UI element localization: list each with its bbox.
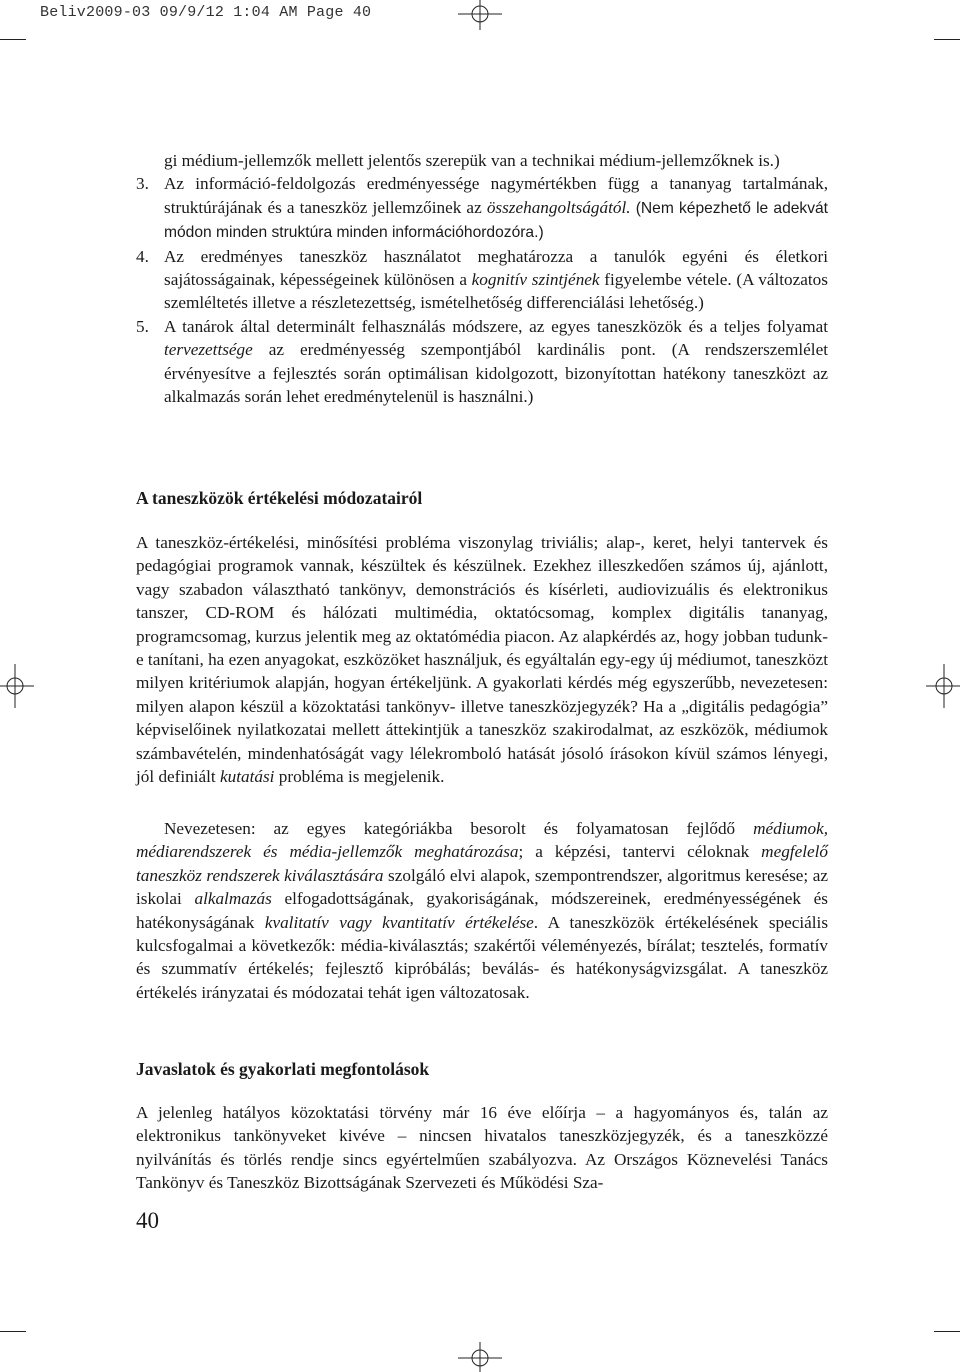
text-run: A tanárok által determinált felhasználás módszere, az egyes taneszközök és a teljes folyamat: [164, 316, 828, 336]
italic-text: összehangoltságától.: [486, 197, 631, 217]
list-item: [136, 149, 828, 172]
section-heading: A taneszközök értékelési módozatairól: [136, 488, 423, 508]
registration-mark-icon: [458, 1342, 502, 1372]
list-item: 3. Az információ-feldolgozás eredményessége nagymértékben függ a tananyag tartalmának, struktúrájának és a taneszköz jellemzőinek az összehangoltságától. (Nem képezhető le adekvát módon minden struktúra minden információhordozóra.): [136, 174, 829, 242]
italic-text: médiumok, médiarendszerek és média-jellemzők meghatározása: [136, 819, 828, 862]
crop-mark: [0, 39, 26, 40]
text-run: az eredményesség szempontjából kardinális pont. (A rendszerszemlélet érvényesítve a fejlesztés során optimálisan kidolgozott, bizonyítottan hatékony taneszközt az alkalmazás során lehet eredménytelenül is használni.): [164, 340, 828, 407]
text-run: figyelembe vétele. (A változatos szemléltetés illetve a részletezettség, ismételhetőség differenciálási lehetőség.): [164, 270, 828, 313]
italic-text: kutatási: [220, 767, 275, 787]
crop-mark: [0, 1331, 26, 1332]
italic-text: megfelelő taneszköz rendszerek kiválasztására: [136, 842, 828, 885]
list-item: 5. A tanárok által determinált felhasználás módszere, az egyes taneszközök és a teljes folyamat tervezettsége az eredményesség szempontjából kardinális pont. (A rendszerszemlélet érvényesítve a fejlesztés során optimálisan kidolgozott, bizonyítottan hatékony taneszközt az alkalmazás során lehet eredménytelenül is használni.): [136, 316, 828, 407]
text-run: elfogadottságának, gyakoriságának, módszereinek, eredményességének és hatékonyságának: [136, 889, 828, 932]
registration-mark-icon: [458, 0, 502, 30]
text-run: probléma is megjelenik.: [274, 767, 445, 787]
crop-mark: [934, 39, 960, 40]
text-run: . A taneszközök értékelésének speciális kulcsfogalmai a következők: média-kiválasztás; szakértői véleményezés, bírálat; tesztelés, formatív és szummatív értékelés; fejlesztő kipróbálás; beválás- és hatékonyságvizsgálat. A taneszköz értékelés irányzatai és módozatai tehát igen változatosak.: [136, 912, 829, 1002]
text-run: gi médium-jellemzők mellett jelentős szerepük van a technikai médium-jellemzőknek is.): [164, 151, 780, 170]
italic-text: tervezettsége: [164, 340, 253, 360]
print-slug: Beliv2009-03 09/9/12 1:04 AM Page 40: [40, 4, 372, 21]
text-run: Az információ-feldolgozás eredményessége nagymértékben függ a tananyag tartalmának, struktúrájának és a taneszköz jellemzőinek az: [164, 174, 828, 217]
body-paragraph: [136, 817, 828, 1004]
body-paragraph: [136, 1101, 828, 1195]
text-run: Az eredményes taneszköz használatot meghatározza a tanulók egyéni és életkori sajátosságainak, képességeinek különösen a: [164, 246, 828, 290]
crop-mark: [934, 1331, 960, 1332]
list-item: 4. Az eredményes taneszköz használatot meghatározza a tanulók egyéni és életkori sajátosságainak, képességeinek különösen a kognitív szintjének figyelembe vétele. (A változatos szemléltetés illetve a részletezettség, ismételhetőség differenciálási lehetőség.): [136, 246, 828, 313]
text-run: A taneszköz-értékelési, minősítési probléma viszonylag triviális; alap-, keret, helyi tantervek és pedagógiai programok vannak, készültek és készülnek. Ezekhez illeszkedően számos új, ajánlott, vagy szabadon választható tankönyv, demonstrációs és kísérleti, audiovizuális és elektronikus tanszer, CD-ROM és hálózati multimédia, oktatócsomag, komplex digitális tananyag, programcsomag, kurzus jelentik meg az oktatómédia piacon. Az alapkérdés az, hogy jobban tudunk-e tanítani, ha ezen anyagokat, eszközöket használjuk, és egyáltalán egy-egy új médiumot, taneszközt milyen kritériumok alapján, hogyan értékeljünk. A gyakorlati kérdés még egyszerűbb, nevezetesen: milyen alapon készül a közoktatási tankönyv- illetve taneszközjegyzék? Ha a „digitális pedagógia” képviselőinek nyilatkozatai mellett áttekintjük a taneszköz szakirodalmat, az eszközök, médiumok számbavételén, mindenhatóságát vagy lélekromboló hatását jósoló írásokon kívül számos lényegi, jól definiált: [136, 533, 829, 787]
section-heading: Javaslatok és gyakorlati megfontolások: [136, 1059, 430, 1079]
registration-mark-icon: [926, 664, 960, 708]
italic-text: alkalmazás: [194, 889, 272, 909]
numbered-list: [136, 149, 828, 408]
registration-mark-icon: [0, 664, 34, 708]
body-paragraph: [136, 531, 828, 788]
text-run: ; a képzési, tantervi céloknak: [518, 842, 762, 862]
text-run: szolgáló elvi alapok, szempontrendszer, algoritmus keresése; az iskolai: [136, 865, 828, 909]
text-run: Nevezetesen: az egyes kategóriákba besorolt és folyamatosan fejlődő: [164, 819, 754, 838]
italic-text: kognitív szintjének: [471, 270, 600, 290]
italic-text: kvalitatív vagy kvantitatív értékelése: [264, 912, 534, 932]
text-run: (Nem képezhető le adekvát módon minden struktúra minden információhordozóra.): [164, 199, 829, 242]
page-number: 40: [136, 1208, 159, 1233]
text-run: A jelenleg hatályos közoktatási törvény már 16 éve előírja – a hagyományos és, talán az elektronikus tankönyveket kivéve – nincsen hivatalos taneszközjegyzék, és a taneszközzé nyilvánítás és törlés rendje sincs egyértelműen szabályozva. Az Országos Köznevelési Tanács Tankönyv és Taneszköz Bizottságának Szervezeti és Működési Sza-: [136, 1103, 828, 1193]
